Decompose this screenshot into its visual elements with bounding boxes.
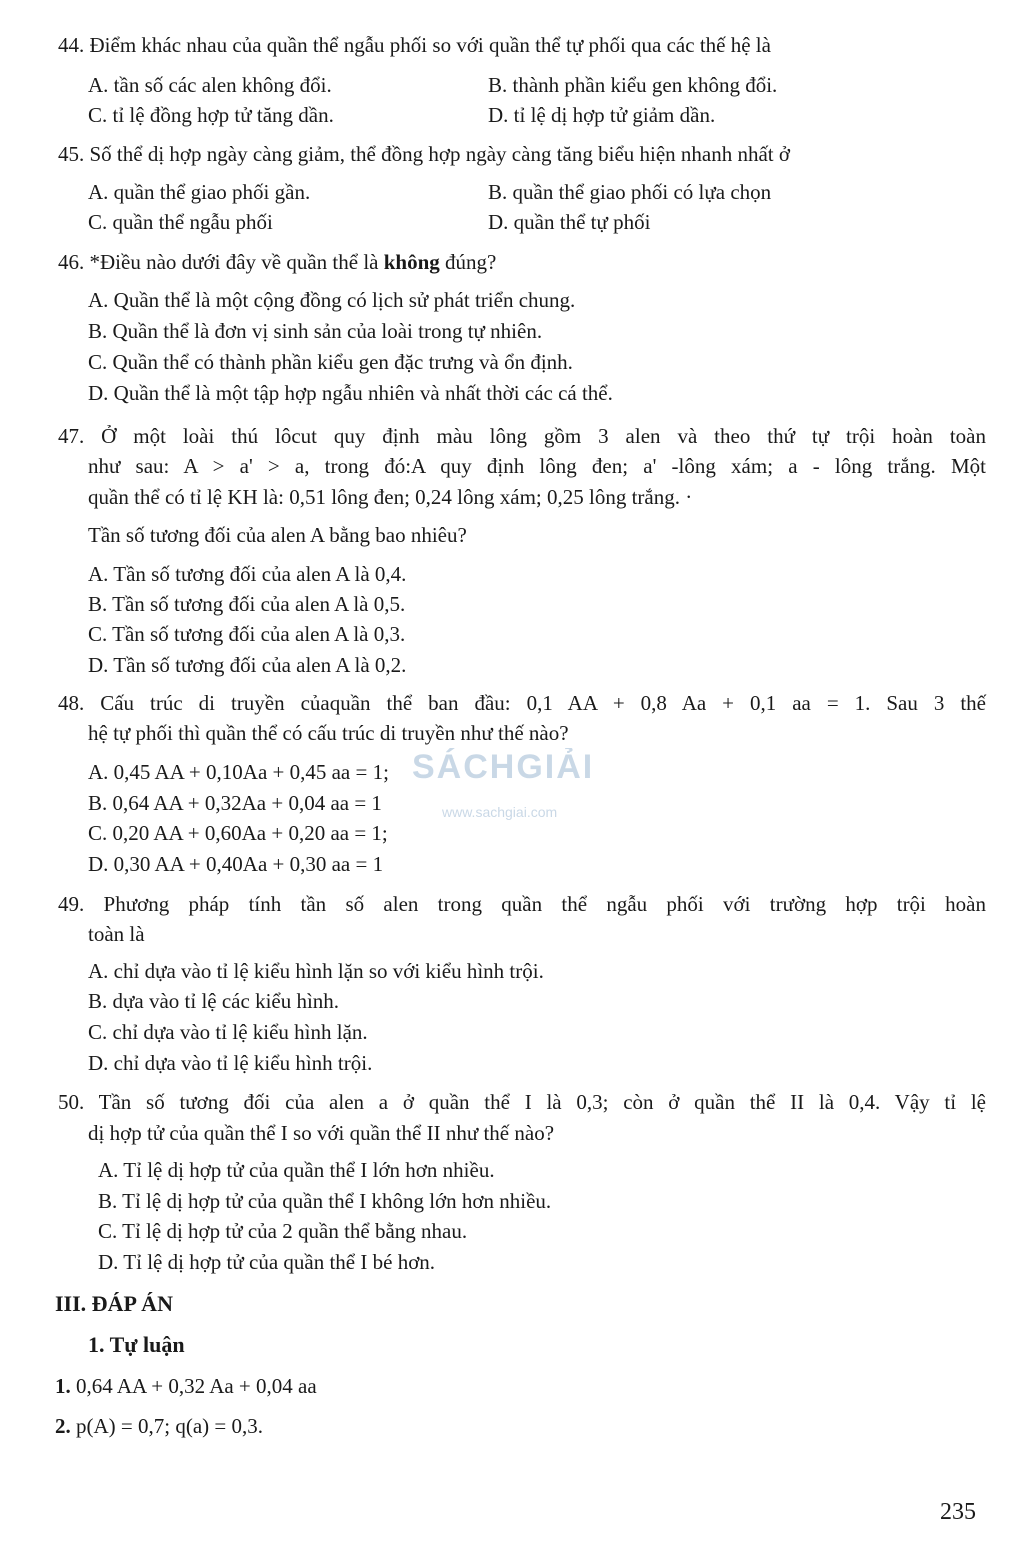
answer-item-1-text: 0,64 AA + 0,32 Aa + 0,04 aa — [70, 1374, 317, 1398]
question-44-option-c: C. tỉ lệ đồng hợp tử tăng dần. — [88, 103, 334, 127]
question-46-option-c: C. Quần thể có thành phần kiểu gen đặc trưng và ổn định. — [88, 350, 573, 374]
answer-item-2-num: 2. — [55, 1414, 71, 1438]
watermark-url: www.sachgiai.com — [442, 804, 558, 820]
question-49-stem-line-1: 49. Phương pháp tính tần số alen trong quần thể ngẫu phối với trường hợp trội hoàn — [58, 892, 986, 916]
page-number: 235 — [940, 1499, 976, 1525]
question-46-stem-pre: 46. *Điều nào dưới đây về quần thể là — [58, 250, 384, 274]
question-50-option-b: B. Tỉ lệ dị hợp tử của quần thể I không lớn hơn nhiều. — [98, 1189, 552, 1213]
question-49-option-a: A. chỉ dựa vào tỉ lệ kiểu hình lặn so với kiểu hình trội. — [88, 959, 544, 983]
question-44-option-a: A. tần số các alen không đổi. — [88, 73, 332, 97]
question-45-option-b: B. quần thể giao phối có lựa chọn — [488, 180, 772, 204]
question-49-option-b: B. dựa vào tỉ lệ các kiểu hình. — [88, 989, 340, 1013]
question-49-option-d: D. chỉ dựa vào tỉ lệ kiểu hình trội. — [88, 1051, 373, 1075]
question-45-option-c: C. quần thể ngẫu phối — [88, 210, 273, 234]
question-50-option-a: A. Tỉ lệ dị hợp tử của quần thể I lớn hơn nhiều. — [98, 1158, 495, 1182]
answer-item-1 — [55, 1373, 317, 1399]
question-46-stem-emphasis: không — [383, 250, 440, 274]
question-45-option-a: A. quần thể giao phối gần. — [88, 180, 311, 204]
question-48-option-c: C. 0,20 AA + 0,60Aa + 0,20 aa = 1; — [88, 821, 388, 845]
question-48-stem-line-2: hệ tự phối thì quần thể có cấu trúc di truyền như thế nào? — [88, 721, 569, 745]
question-47-option-c: C. Tần số tương đối của alen A là 0,3. — [88, 622, 406, 646]
question-44-option-d: D. tỉ lệ dị hợp tử giảm dần. — [488, 103, 716, 127]
question-45-stem: 45. Số thể dị hợp ngày càng giảm, thể đồng hợp ngày càng tăng biểu hiện nhanh nhất ở — [58, 142, 790, 166]
question-47-stem-line-1: 47. Ở một loài thú lôcut quy định màu lông gồm 3 alen và theo thứ tự trội hoàn toàn — [58, 424, 986, 448]
question-47-option-b: B. Tần số tương đối của alen A là 0,5. — [88, 592, 406, 616]
question-46-option-d: D. Quần thể là một tập hợp ngẫu nhiên và nhất thời các cá thể. — [88, 381, 613, 405]
answer-item-2-text: p(A) = 0,7; q(a) = 0,3. — [70, 1414, 263, 1438]
question-48-option-d: D. 0,30 AA + 0,40Aa + 0,30 aa = 1 — [88, 852, 384, 876]
question-49-stem-line-2: toàn là — [88, 922, 145, 946]
answer-item-1-num: 1. — [55, 1374, 71, 1398]
answers-heading: III. ĐÁP ÁN — [55, 1291, 173, 1316]
question-50-option-d: D. Tỉ lệ dị hợp tử của quần thể I bé hơn. — [98, 1250, 436, 1274]
answers-subheading: 1. Tự luận — [88, 1332, 185, 1357]
question-50-stem-line-1: 50. Tần số tương đối của alen a ở quần thể I là 0,3; còn ở quần thể II là 0,4. Vậy tỉ lệ — [58, 1090, 986, 1114]
question-46-option-a: A. Quần thể là một cộng đồng có lịch sử phát triển chung. — [88, 288, 576, 312]
question-48-option-a: A. 0,45 AA + 0,10Aa + 0,45 aa = 1; — [88, 760, 389, 784]
question-45-option-d: D. quần thể tự phối — [488, 210, 651, 234]
watermark — [412, 748, 617, 824]
question-47-stem-line-3: quần thể có tỉ lệ KH là: 0,51 lông đen; 0,24 lông xám; 0,25 lông trắng. · — [88, 485, 693, 509]
question-47-option-d: D. Tần số tương đối của alen A là 0,2. — [88, 653, 407, 677]
question-47-stem-line-2: như sau: A > a' > a, trong đó:A quy định lông đen; a' -lông xám; a - lông trắng. Một — [88, 454, 986, 478]
question-47-stem-line-4: Tần số tương đối của alen A bằng bao nhiêu? — [88, 523, 467, 547]
watermark-brand: SÁCHGIẢI — [412, 748, 595, 786]
question-50-option-c: C. Tỉ lệ dị hợp tử của 2 quần thể bằng nhau. — [98, 1219, 468, 1243]
answer-item-2 — [55, 1413, 263, 1439]
question-50-stem-line-2: dị hợp tử của quần thể I so với quần thể II như thế nào? — [88, 1121, 555, 1145]
question-48-option-b: B. 0,64 AA + 0,32Aa + 0,04 aa = 1 — [88, 791, 382, 815]
question-44-option-b: B. thành phần kiểu gen không đổi. — [488, 73, 778, 97]
question-49-option-c: C. chỉ dựa vào tỉ lệ kiểu hình lặn. — [88, 1020, 368, 1044]
question-46-option-b: B. Quần thể là đơn vị sinh sản của loài trong tự nhiên. — [88, 319, 543, 343]
question-47-option-a: A. Tần số tương đối của alen A là 0,4. — [88, 562, 407, 586]
question-48-stem-line-1: 48. Cấu trúc di truyền củaquần thể ban đầu: 0,1 AA + 0,8 Aa + 0,1 aa = 1. Sau 3 thế — [58, 691, 986, 715]
question-44-stem: 44. Điểm khác nhau của quần thể ngẫu phối so với quần thể tự phối qua các thế hệ là — [58, 33, 771, 57]
question-46-stem-post: đúng? — [439, 250, 497, 274]
question-46-stem — [58, 249, 986, 275]
